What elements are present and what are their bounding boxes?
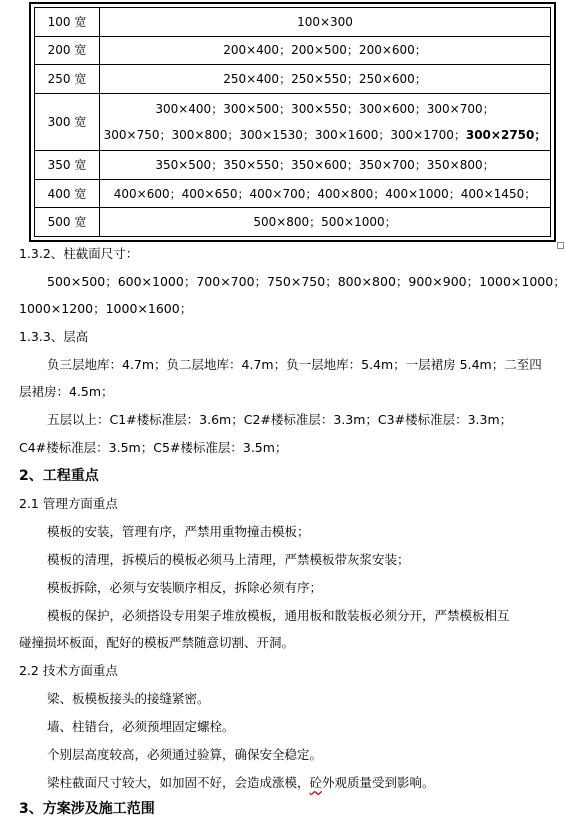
table-row [35, 8, 551, 37]
paragraph: 墙、柱错台，必须预埋固定螺栓。 [47, 719, 235, 734]
sizes-cell: 250×400；250×550；250×600； [100, 65, 551, 94]
table-row [35, 151, 551, 180]
paragraph: 碰撞损坏板面，配好的模板严禁随意切割、开洞。 [19, 635, 295, 650]
width-cell: 350 宽 [35, 151, 100, 180]
column-size-line: 500×500；600×1000；700×700；750×750；800×800；900×900；1000×1000； [47, 274, 566, 289]
table-row [35, 93, 551, 150]
paragraph: 个别层高度较高，必须通过验算，确保安全稳定。 [47, 747, 323, 762]
sizes-bold: 300×2750； [465, 128, 547, 142]
section-1-3-2-title: 1.3.2、柱截面尺寸： [19, 246, 139, 261]
width-cell: 250 宽 [35, 65, 100, 94]
paragraph [47, 773, 435, 793]
section-1-3-3-title: 1.3.3、层高 [19, 329, 89, 344]
table-row [35, 179, 551, 208]
section-2-1-title: 2.1 管理方面重点 [19, 496, 118, 511]
floor-height-line: 负三层地库：4.7m；负二层地库：4.7m；负一层地库：5.4m；一层裙房 5.4m；二至四 [47, 357, 542, 372]
paragraph: 梁、板模板接头的接缝紧密。 [47, 691, 210, 706]
beam-size-table [29, 2, 556, 242]
sizes-cell: 500×800；500×1000； [100, 208, 551, 237]
paragraph-text: 外观质量受到影响。 [322, 775, 435, 790]
sizes-cell: 200×400；200×500；200×600； [100, 36, 551, 65]
heading-scope: 3、方案涉及施工范围 [19, 801, 155, 817]
width-cell: 200 宽 [35, 36, 100, 65]
sizes-line: 300×400；300×500；300×550；300×600；300×700； [155, 102, 495, 116]
table-resize-handle[interactable] [557, 242, 564, 249]
table-row [35, 208, 551, 237]
sizes-line: 300×750；300×800；300×1530；300×1600；300×1700； [103, 128, 466, 142]
sizes-cell: 100×300 [100, 8, 551, 37]
width-cell: 500 宽 [35, 208, 100, 237]
section-2-2-title: 2.2 技术方面重点 [19, 663, 118, 678]
heading-key-points: 2、工程重点 [19, 468, 99, 484]
paragraph: 模板的保护，必须搭设专用架子堆放模板，通用板和散装板必须分开，严禁模板相互 [47, 608, 510, 623]
sizes-cell: 350×500；350×550；350×600；350×700；350×800； [100, 151, 551, 180]
width-cell: 100 宽 [35, 8, 100, 37]
beam-size-grid [34, 7, 551, 237]
paragraph-text: 梁柱截面尺寸较大，如加固不好，会造成涨模， [47, 775, 310, 790]
paragraph: 模板的安装，管理有序，严禁用重物撞击模板； [47, 524, 310, 539]
table-row [35, 36, 551, 65]
width-cell: 300 宽 [35, 93, 100, 150]
floor-height-line: 层裙房：4.5m； [19, 384, 114, 399]
spellcheck-flagged-word: 砼 [309, 775, 323, 790]
width-cell: 400 宽 [35, 179, 100, 208]
sizes-cell [100, 93, 551, 150]
column-size-line: 1000×1200；1000×1600； [19, 301, 193, 316]
floor-height-line: 五层以上：C1#楼标准层：3.6m；C2#楼标准层：3.3m；C3#楼标准层：3.3m； [47, 412, 513, 427]
floor-height-line: C4#楼标准层：3.5m；C5#楼标准层：3.5m； [19, 440, 288, 455]
paragraph: 模板的清理，拆模后的模板必须马上清理，严禁模板带灰浆安装； [47, 552, 410, 567]
sizes-cell: 400×600；400×650；400×700；400×800；400×1000；400×1450； [100, 179, 551, 208]
table-row [35, 65, 551, 94]
paragraph: 模板拆除，必须与安装顺序相反，拆除必须有序； [47, 580, 323, 595]
